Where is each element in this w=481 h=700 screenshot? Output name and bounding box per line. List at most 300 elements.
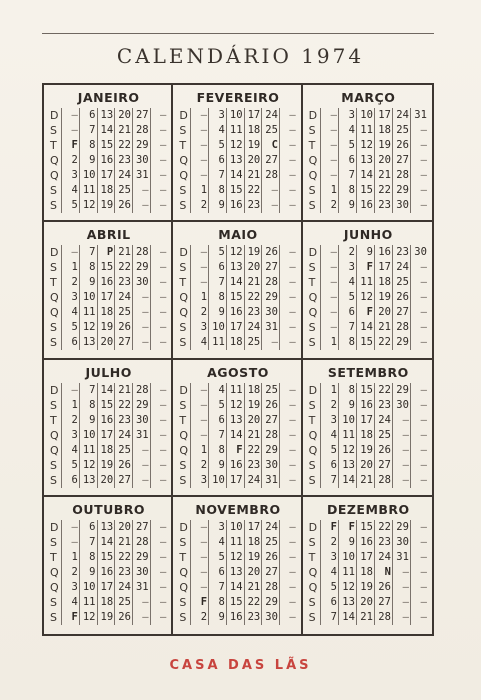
date-cell: —: [410, 320, 428, 335]
date-cell: 29: [261, 290, 279, 305]
date-cell: —: [132, 335, 150, 350]
date-cell: 14: [226, 168, 244, 183]
date-cell: 30: [132, 413, 150, 428]
date-cell: —: [279, 198, 297, 213]
weekday-letter: D: [308, 246, 318, 260]
weekday-letter: S: [179, 184, 187, 197]
weekday-letter: Q: [179, 306, 188, 320]
date-cell: 7: [208, 275, 226, 290]
date-cell: 26: [261, 245, 279, 260]
date-cell: 10: [226, 520, 244, 535]
date-cell: —: [410, 458, 428, 473]
date-cell: 24: [261, 520, 279, 535]
weekday-letter: Q: [179, 565, 188, 579]
week-row: [309, 458, 428, 473]
date-cell: 12: [226, 245, 244, 260]
date-cell: 29: [392, 183, 410, 198]
date-cell: 17: [97, 580, 115, 595]
date-cell: —: [132, 443, 150, 458]
date-cell: 2: [338, 245, 356, 260]
date-cell: —: [410, 473, 428, 488]
date-cell: 30: [132, 565, 150, 580]
weekday-letter: D: [179, 383, 188, 397]
week-row: [179, 535, 296, 550]
date-cell: 25: [114, 443, 132, 458]
date-cell: —: [410, 565, 428, 580]
date-cell: 1: [320, 183, 338, 198]
weekday-letter: S: [308, 473, 316, 487]
date-cell: 16: [226, 305, 244, 320]
weekday-letter: T: [308, 276, 316, 290]
week-row: [309, 198, 428, 213]
date-cell: 21: [114, 245, 132, 260]
week-row: [50, 260, 167, 275]
weekday-letter: S: [50, 473, 57, 487]
date-cell: 3: [61, 168, 79, 183]
date-cell: 7: [320, 473, 338, 488]
weekday-letter: Q: [50, 306, 59, 320]
month-maro: [303, 85, 432, 222]
date-cell: 27: [261, 260, 279, 275]
week-row: [50, 595, 167, 610]
date-cell: 8: [79, 550, 97, 565]
date-cell: F: [356, 305, 374, 320]
date-cell: 21: [114, 123, 132, 138]
date-cell: —: [279, 260, 297, 275]
date-cell: —: [150, 550, 168, 565]
week-row: [50, 290, 167, 305]
date-cell: 30: [392, 535, 410, 550]
date-cell: 13: [226, 260, 244, 275]
week-row: [179, 520, 296, 535]
date-cell: 22: [374, 335, 392, 350]
date-cell: 20: [356, 458, 374, 473]
date-cell: 20: [374, 305, 392, 320]
date-cell: 12: [356, 138, 374, 153]
date-cell: 8: [338, 335, 356, 350]
week-row: [309, 595, 428, 610]
date-cell: 8: [208, 290, 226, 305]
weekday-letter: Q: [308, 580, 318, 594]
week-row: [50, 275, 167, 290]
week-row: [179, 398, 296, 413]
date-cell: 28: [261, 275, 279, 290]
date-cell: —: [410, 183, 428, 198]
date-cell: 9: [208, 198, 226, 213]
week-row: [50, 383, 167, 398]
weekday-letter: S: [308, 184, 316, 197]
date-cell: 24: [114, 428, 132, 443]
week-row: [309, 108, 428, 123]
date-cell: 16: [226, 458, 244, 473]
date-cell: 19: [374, 290, 392, 305]
date-cell: 18: [97, 443, 115, 458]
date-cell: 19: [244, 138, 262, 153]
week-row: [50, 428, 167, 443]
date-cell: 18: [244, 535, 262, 550]
date-cell: —: [410, 305, 428, 320]
date-cell: 10: [79, 290, 97, 305]
date-cell: 2: [61, 565, 79, 580]
date-cell: 30: [392, 198, 410, 213]
date-cell: —: [150, 595, 168, 610]
weekday-letter: S: [50, 458, 57, 472]
date-cell: 3: [61, 428, 79, 443]
weekday-letter: Q: [308, 291, 318, 305]
date-cell: 6: [208, 153, 226, 168]
date-cell: —: [279, 168, 297, 183]
date-cell: 8: [79, 398, 97, 413]
date-cell: —: [150, 305, 168, 320]
date-cell: —: [410, 335, 428, 350]
date-cell: —: [150, 153, 168, 168]
date-cell: 12: [226, 550, 244, 565]
date-cell: —: [150, 198, 168, 213]
week-row: [50, 168, 167, 183]
week-row: [309, 428, 428, 443]
date-cell: —: [410, 428, 428, 443]
week-row: [309, 138, 428, 153]
weekday-letter: Q: [50, 169, 59, 182]
date-cell: 3: [61, 290, 79, 305]
week-row: [309, 245, 428, 260]
date-cell: —: [279, 138, 297, 153]
week-row: [179, 473, 296, 488]
date-cell: 1: [61, 260, 79, 275]
week-row: [309, 520, 428, 535]
date-cell: —: [392, 473, 410, 488]
date-cell: 14: [356, 320, 374, 335]
month-outubro: [44, 497, 173, 634]
weekday-letter: Q: [308, 565, 318, 579]
date-cell: 9: [79, 565, 97, 580]
date-cell: 24: [261, 108, 279, 123]
date-cell: —: [132, 595, 150, 610]
date-cell: 11: [79, 595, 97, 610]
weekday-letter: T: [308, 139, 316, 152]
week-row: [309, 383, 428, 398]
week-row: [179, 168, 296, 183]
week-row: [309, 320, 428, 335]
month-name: JUNHO: [343, 227, 393, 243]
calendar-title: CALENDÁRIO 1974: [116, 44, 365, 68]
date-cell: 19: [97, 198, 115, 213]
date-cell: 6: [320, 595, 338, 610]
date-cell: —: [150, 428, 168, 443]
date-cell: —: [279, 108, 297, 123]
date-cell: 27: [114, 473, 132, 488]
date-cell: 19: [244, 245, 262, 260]
date-cell: 26: [261, 550, 279, 565]
date-cell: 20: [374, 153, 392, 168]
date-cell: 4: [320, 428, 338, 443]
date-cell: 28: [261, 580, 279, 595]
date-cell: —: [150, 260, 168, 275]
weekday-letter: D: [308, 383, 318, 397]
date-cell: 27: [374, 458, 392, 473]
date-cell: 28: [374, 610, 392, 625]
date-cell: 11: [226, 535, 244, 550]
date-cell: —: [410, 260, 428, 275]
date-cell: 29: [132, 260, 150, 275]
date-cell: 1: [320, 383, 338, 398]
date-cell: 23: [244, 305, 262, 320]
week-row: [179, 443, 296, 458]
date-cell: 20: [97, 335, 115, 350]
date-cell: 31: [132, 428, 150, 443]
date-cell: 28: [132, 535, 150, 550]
date-cell: 18: [356, 565, 374, 580]
date-cell: 2: [61, 153, 79, 168]
week-row: [309, 168, 428, 183]
weekday-letter: S: [50, 124, 57, 137]
week-row: [179, 413, 296, 428]
date-cell: 8: [208, 443, 226, 458]
weekday-letter: S: [50, 261, 57, 275]
date-cell: 23: [244, 458, 262, 473]
weekday-letter: S: [50, 336, 57, 350]
date-cell: 29: [132, 398, 150, 413]
date-cell: 3: [320, 550, 338, 565]
month-setembro: [303, 360, 432, 497]
week-row: [309, 123, 428, 138]
date-cell: 14: [356, 168, 374, 183]
date-cell: 5: [320, 443, 338, 458]
week-row: [309, 443, 428, 458]
date-cell: 21: [244, 580, 262, 595]
date-cell: —: [150, 320, 168, 335]
date-cell: —: [279, 305, 297, 320]
date-cell: —: [190, 520, 208, 535]
date-cell: —: [320, 320, 338, 335]
date-cell: —: [190, 138, 208, 153]
date-cell: 21: [244, 275, 262, 290]
date-cell: P: [97, 245, 115, 260]
date-cell: —: [132, 320, 150, 335]
date-cell: 19: [244, 398, 262, 413]
week-row: [179, 320, 296, 335]
date-cell: —: [410, 138, 428, 153]
date-cell: —: [150, 335, 168, 350]
date-cell: 6: [61, 335, 79, 350]
date-cell: 23: [114, 413, 132, 428]
week-row: [309, 398, 428, 413]
date-cell: —: [279, 473, 297, 488]
date-cell: 28: [261, 168, 279, 183]
date-cell: —: [279, 535, 297, 550]
date-cell: —: [150, 183, 168, 198]
date-cell: —: [61, 245, 79, 260]
date-cell: 14: [338, 473, 356, 488]
weekday-letter: S: [50, 398, 57, 412]
date-cell: 12: [338, 580, 356, 595]
date-cell: 15: [226, 290, 244, 305]
date-cell: 5: [208, 138, 226, 153]
date-cell: 6: [61, 473, 79, 488]
date-cell: —: [320, 168, 338, 183]
date-cell: 1: [190, 290, 208, 305]
date-cell: 7: [208, 580, 226, 595]
week-row: [50, 565, 167, 580]
date-cell: 13: [356, 153, 374, 168]
date-cell: 10: [226, 108, 244, 123]
date-cell: 23: [374, 535, 392, 550]
date-cell: 17: [226, 320, 244, 335]
date-cell: 4: [320, 565, 338, 580]
date-cell: —: [279, 383, 297, 398]
date-cell: 26: [114, 198, 132, 213]
weekday-letter: S: [50, 184, 57, 197]
date-cell: —: [261, 183, 279, 198]
date-cell: —: [279, 550, 297, 565]
footer-brand: CASA DAS LÃS: [169, 658, 312, 673]
date-cell: 7: [79, 535, 97, 550]
date-cell: 8: [208, 183, 226, 198]
date-cell: 4: [208, 383, 226, 398]
month-abril: [44, 222, 173, 359]
date-cell: —: [150, 108, 168, 123]
week-row: [50, 305, 167, 320]
weekday-letter: T: [179, 276, 187, 290]
date-cell: —: [150, 535, 168, 550]
date-cell: —: [132, 198, 150, 213]
date-cell: 15: [356, 520, 374, 535]
date-cell: 31: [132, 580, 150, 595]
date-cell: 20: [114, 520, 132, 535]
weekday-letter: Q: [50, 580, 59, 594]
date-cell: 5: [208, 398, 226, 413]
date-cell: 9: [208, 305, 226, 320]
date-cell: 26: [114, 610, 132, 625]
date-cell: F: [320, 520, 338, 535]
date-cell: —: [150, 168, 168, 183]
date-cell: 13: [226, 413, 244, 428]
date-cell: 22: [114, 398, 132, 413]
week-row: [179, 153, 296, 168]
weekday-letter: D: [50, 246, 59, 260]
weekday-letter: S: [308, 261, 316, 275]
weekday-letter: S: [50, 535, 57, 549]
date-cell: 25: [244, 335, 262, 350]
date-cell: —: [61, 123, 79, 138]
date-cell: 6: [208, 413, 226, 428]
date-cell: 7: [79, 245, 97, 260]
date-cell: 20: [244, 260, 262, 275]
date-cell: 24: [392, 260, 410, 275]
date-cell: 16: [356, 535, 374, 550]
date-cell: 31: [261, 473, 279, 488]
date-cell: 25: [261, 535, 279, 550]
week-row: [50, 153, 167, 168]
date-cell: —: [279, 123, 297, 138]
date-cell: 28: [374, 473, 392, 488]
date-cell: 19: [97, 458, 115, 473]
weekday-letter: D: [179, 246, 188, 260]
date-cell: 14: [226, 428, 244, 443]
date-cell: 18: [97, 305, 115, 320]
date-cell: —: [150, 473, 168, 488]
month-name: AGOSTO: [207, 364, 269, 380]
date-cell: 18: [374, 123, 392, 138]
date-cell: 12: [79, 320, 97, 335]
weekday-letter: D: [308, 109, 318, 122]
date-cell: N: [374, 565, 392, 580]
date-cell: 20: [97, 473, 115, 488]
date-cell: 3: [338, 260, 356, 275]
date-cell: 6: [320, 458, 338, 473]
date-cell: 30: [261, 458, 279, 473]
month-name: FEVEREIRO: [196, 90, 280, 105]
date-cell: F: [61, 610, 79, 625]
date-cell: 19: [97, 610, 115, 625]
date-cell: —: [410, 413, 428, 428]
date-cell: 3: [208, 108, 226, 123]
date-cell: —: [410, 535, 428, 550]
date-cell: 30: [261, 610, 279, 625]
date-cell: —: [320, 138, 338, 153]
date-cell: 25: [392, 275, 410, 290]
date-cell: 27: [374, 595, 392, 610]
date-cell: 21: [114, 383, 132, 398]
month-name: ABRIL: [86, 227, 131, 243]
date-cell: 9: [338, 535, 356, 550]
weekday-letter: T: [50, 413, 57, 427]
date-cell: —: [150, 138, 168, 153]
date-cell: 9: [79, 153, 97, 168]
date-cell: 8: [79, 138, 97, 153]
date-cell: 14: [97, 383, 115, 398]
weekday-letter: S: [50, 595, 57, 609]
date-cell: —: [410, 580, 428, 595]
date-cell: 23: [114, 275, 132, 290]
date-cell: 11: [226, 123, 244, 138]
date-cell: 20: [114, 108, 132, 123]
date-cell: 7: [79, 123, 97, 138]
date-cell: 17: [97, 168, 115, 183]
date-cell: —: [132, 473, 150, 488]
date-cell: —: [190, 550, 208, 565]
weekday-letter: D: [179, 520, 188, 534]
week-row: [309, 335, 428, 350]
week-row: [50, 580, 167, 595]
weekday-letter: D: [179, 109, 188, 122]
weekday-letter: S: [179, 321, 187, 335]
date-cell: 4: [208, 123, 226, 138]
date-cell: 7: [208, 428, 226, 443]
date-cell: 11: [356, 123, 374, 138]
date-cell: —: [320, 245, 338, 260]
date-cell: 22: [244, 443, 262, 458]
date-cell: —: [410, 198, 428, 213]
date-cell: 24: [244, 320, 262, 335]
date-cell: —: [279, 183, 297, 198]
date-cell: 13: [226, 153, 244, 168]
date-cell: 4: [61, 183, 79, 198]
date-cell: 16: [226, 198, 244, 213]
date-cell: 9: [79, 413, 97, 428]
date-cell: 27: [392, 305, 410, 320]
month-junho: [303, 222, 432, 359]
date-cell: 24: [114, 290, 132, 305]
date-cell: —: [410, 153, 428, 168]
date-cell: —: [410, 168, 428, 183]
date-cell: 2: [190, 458, 208, 473]
date-cell: 22: [374, 520, 392, 535]
date-cell: 27: [261, 565, 279, 580]
date-cell: —: [150, 275, 168, 290]
date-cell: 11: [79, 443, 97, 458]
date-cell: 10: [356, 108, 374, 123]
